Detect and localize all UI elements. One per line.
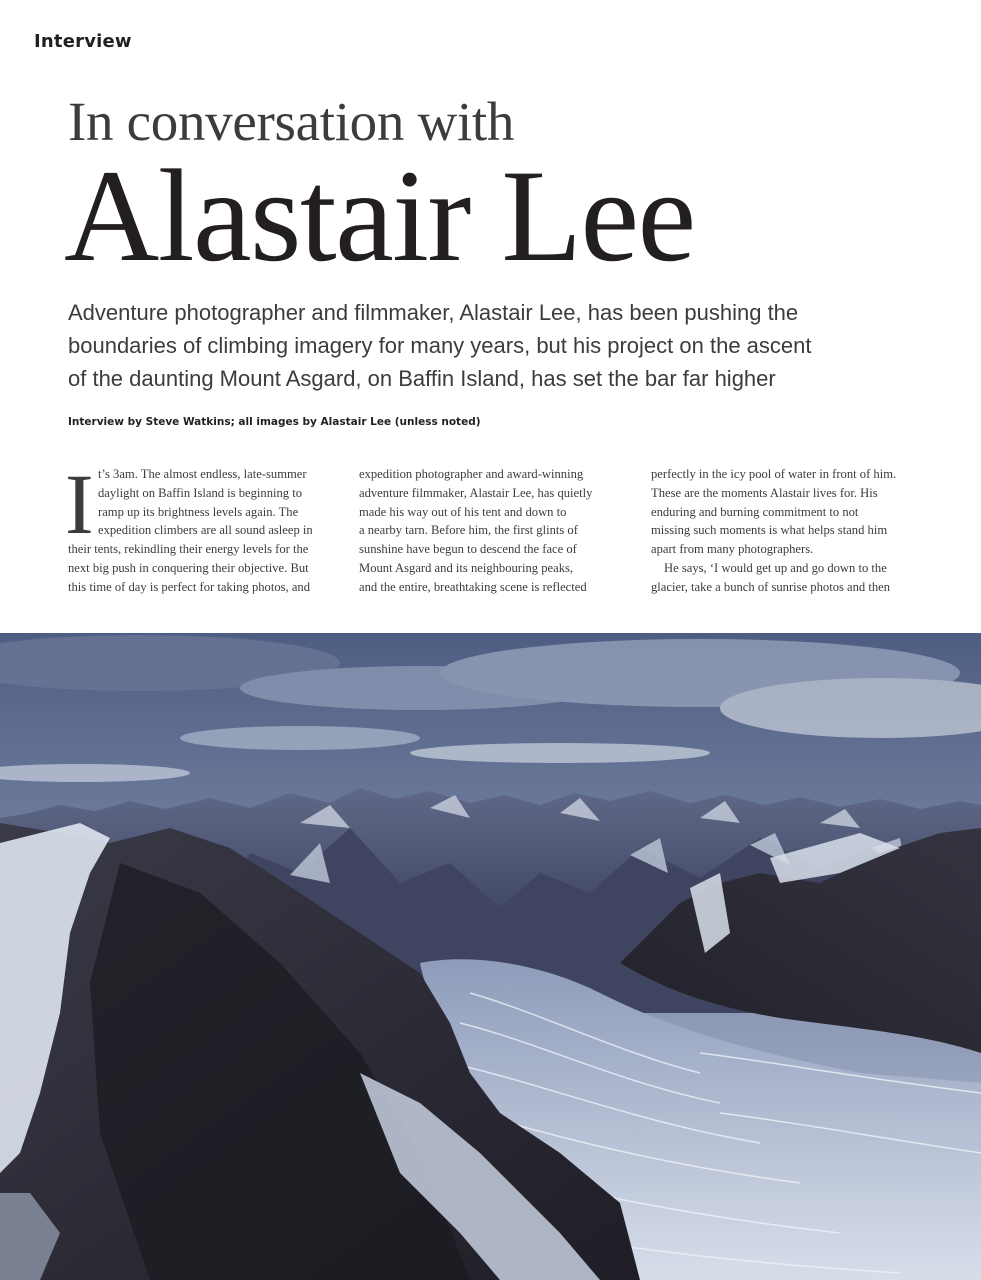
body-line: missing such moments is what helps stand him (651, 523, 888, 538)
standfirst-line: boundaries of climbing imagery for many years, but his project on the ascent (68, 333, 812, 358)
body-column-2 (359, 465, 627, 597)
body-line: perfectly in the icy pool of water in front of him. (651, 467, 897, 481)
landscape-illustration (0, 633, 981, 1280)
drop-cap: I (65, 456, 94, 552)
body-columns (65, 456, 920, 605)
body-line: glacier, take a bunch of sunrise photos and then (651, 579, 891, 594)
hero-photo-baffin-island-glacier (0, 633, 981, 1280)
byline-credit: Interview by Steve Watkins; all images by Alastair Lee (unless noted) (68, 416, 481, 428)
body-line: t’s 3am. The almost endless, late-summer (98, 467, 307, 481)
body-line: expedition climbers are all sound asleep in (98, 523, 313, 538)
section-label: Interview (34, 31, 132, 52)
body-line: He says, ‘I would get up and go down to the (664, 560, 887, 575)
body-line: ramp up its brightness levels again. The (98, 504, 299, 519)
page-title: Alastair Lee (64, 142, 695, 289)
body-line: sunshine have begun to descend the face of (359, 542, 577, 557)
body-line: Mount Asgard and its neighbouring peaks, (359, 560, 574, 575)
standfirst (68, 296, 868, 395)
standfirst-line: Adventure photographer and filmmaker, Alastair Lee, has been pushing the (68, 300, 799, 325)
body-line: this time of day is perfect for taking photos, and (68, 579, 311, 594)
body-line: their tents, rekindling their energy levels for the (68, 542, 309, 557)
body-line: expedition photographer and award-winning (359, 467, 584, 481)
body-column-1 (65, 456, 336, 597)
body-column-3 (651, 465, 919, 597)
body-line: These are the moments Alastair lives for. His (651, 485, 878, 500)
body-line: daylight on Baffin Island is beginning to (98, 485, 303, 500)
body-line: apart from many photographers. (651, 542, 814, 557)
standfirst-line: of the daunting Mount Asgard, on Baffin Island, has set the bar far higher (68, 366, 776, 391)
body-line: a nearby tarn. Before him, the first glints of (359, 523, 578, 538)
body-line: enduring and burning commitment to not (651, 504, 859, 519)
body-line: and the entire, breathtaking scene is reflected (359, 579, 587, 594)
body-line: adventure filmmaker, Alastair Lee, has quietly (359, 485, 593, 500)
body-line: next big push in conquering their objective. But (68, 560, 309, 575)
body-line: made his way out of his tent and down to (359, 504, 567, 519)
headline-kicker: In conversation with (68, 91, 515, 152)
